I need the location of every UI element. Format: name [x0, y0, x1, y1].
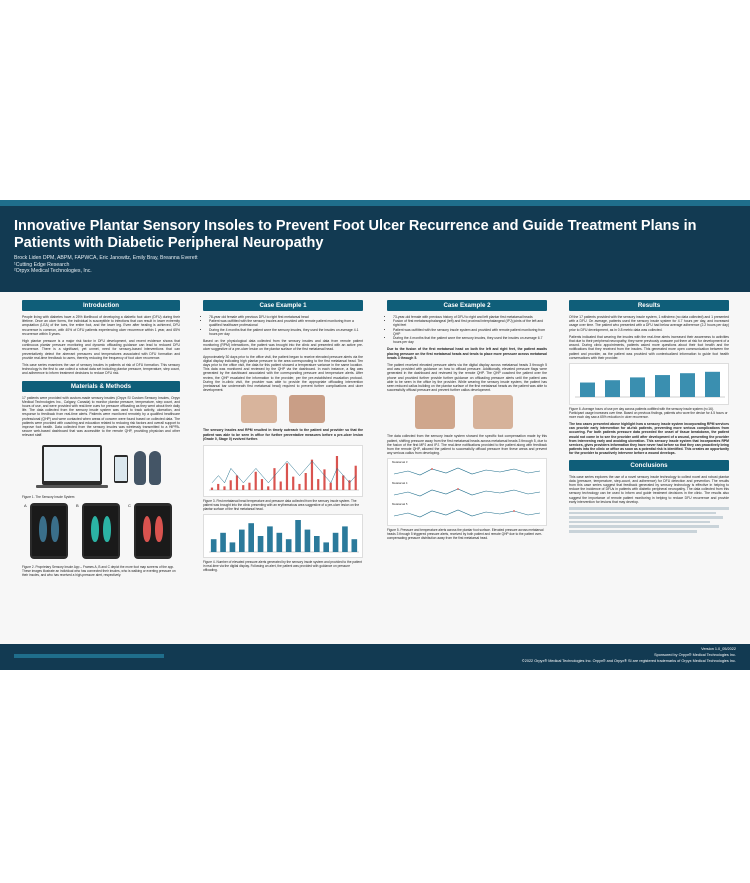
foot-map-right-b	[103, 516, 111, 542]
fig3-pressure-bar	[355, 466, 357, 490]
fig3-pressure-bar	[211, 488, 213, 490]
case2-bullets	[387, 315, 547, 344]
fig4-alert-bar	[220, 533, 226, 552]
frame-label-b: B	[76, 502, 79, 508]
fig1-caption: Figure 1. The Sensory Insole System	[22, 494, 75, 499]
mt5-line	[394, 510, 540, 517]
fig4-alert-bar	[342, 526, 348, 552]
fig4-alert-bar	[314, 536, 320, 552]
foot-map-left-c	[143, 516, 151, 542]
frame-label-c: C	[128, 502, 131, 508]
footer-copyright: ©2022 Orpyx® Medical Technologies Inc. Orpyx® and Orpyx® SI are registered trademarks of Orpyx Medical Technologies Inc.	[521, 659, 736, 663]
fig3-pressure-bar	[292, 477, 294, 490]
fig5-charts	[387, 458, 547, 526]
case1-p2: Approximately 30 days prior to the office visit, the patient began to receive elevated pressure alerts via the digital display indicating high plantar pressure to the area corresponding to the first metatarsal head. Ten days prior to the office visit, the data for this patient showed a temperature variance in the same location. This data was monitored and reviewed by the QHP via the dashboard. In each instance, a flag was generated by the dashboard associated with the corresponding pressure and temperature alerts. After review, the QHP escalated the information to the provider, per the pre-established escalation protocol. During the in-clinic visit, the provider was able to provide the appropriate offloading intervention (metatarsal bar underneath first metatarsal head) required to prevent further complications and ulcer development.	[203, 354, 363, 393]
foot-map-left-b	[91, 516, 99, 542]
fig3-svg	[204, 446, 362, 494]
poster	[0, 200, 750, 670]
ref-line	[569, 512, 716, 515]
fig3-pressure-bar	[248, 483, 250, 490]
case2-text	[387, 347, 547, 392]
fig3-pressure-bar	[305, 473, 307, 490]
case2-heading: Case Example 2	[387, 300, 547, 311]
fig4-chart	[203, 514, 363, 558]
phone-screen	[115, 457, 127, 481]
intro-heading: Introduction	[22, 300, 180, 311]
column-1	[22, 300, 180, 580]
fig4-alert-bar	[286, 539, 292, 552]
fig4-alert-bar	[333, 533, 339, 552]
case2-foot-photos	[387, 395, 547, 431]
fig3-temperature-line	[212, 461, 356, 483]
chart-title-mt3: Metatarsal 3	[392, 460, 408, 465]
fig2-caption: Figure 2. Proprietary Sensory Insole App – Frames A, B and C depict the more foot map screens of the app. These images illustrate an individual who has connected their insoles, who is walking or exerting pressure on their insoles, and who has received a high-pressure alert, respectively.	[22, 564, 176, 577]
app-screen-a	[32, 506, 66, 556]
fig6-caption: Figure 6. Average hours of use per day across patients outfitted with the sensory insole system (n=16). Participant usage increases over time. Based on previous findings, patients who wore the device for 4.5 hours or more each day saw a 65% reduction in ulcer recurrence.	[569, 407, 728, 420]
foot-map-right-a	[51, 516, 59, 542]
fig4-alert-bar	[305, 530, 311, 552]
fig3-pressure-bar	[342, 475, 344, 490]
fig4-alert-bar	[211, 539, 217, 552]
chart-title-mt5: Metatarsal 5	[392, 502, 408, 507]
fig3-pressure-bar	[255, 472, 257, 490]
insole-right	[149, 451, 161, 485]
fig6-usage-bar	[605, 380, 620, 397]
fig4-alert-bar	[239, 530, 245, 552]
footer-accent	[14, 654, 164, 658]
phone-device	[114, 455, 128, 483]
laptop-device	[42, 445, 102, 485]
methods-heading: Materials & Methods	[22, 381, 180, 392]
case2-p3: The data collected from the sensory insole system showed the specific foot compensation made by this patient, shifting pressure away from the first metatarsal heads across metatarsal heads 3 through 5, due to the fusion of the first MPJ and IPJ. The real-time notifications provided to the patient along with feedback from the remote QHP, allowed the patient to successfully offload pressure from these areas and prevent any serious callus from developing.	[387, 434, 547, 456]
column-3	[387, 300, 547, 543]
fig6-usage-bar	[655, 375, 670, 397]
fig3-pressure-bar	[261, 479, 263, 490]
fig3-pressure-bar	[336, 456, 338, 490]
app-frame-b	[76, 502, 120, 559]
fig3-pressure-bar	[273, 468, 275, 490]
intro-text	[22, 315, 180, 376]
author-block	[14, 255, 198, 275]
fig6-usage-bar	[680, 373, 695, 397]
footer-version: Version 1.0_05/2022	[701, 647, 736, 651]
alert-dot	[457, 489, 459, 491]
fig3-pressure-bar	[317, 479, 319, 490]
fig3-pressure-bar	[217, 484, 219, 490]
fig3-pressure-bar	[311, 460, 313, 490]
case1-bullets	[203, 315, 363, 336]
conclusions-heading: Conclusions	[569, 460, 729, 471]
fig4-alert-bar	[248, 523, 254, 552]
dashboard-screen	[44, 447, 100, 481]
fig3-pressure-bar	[267, 486, 269, 490]
affiliation-2: ²Orpyx Medical Technologies, Inc.	[14, 268, 92, 274]
alert-dot	[431, 469, 433, 471]
fig3-chart	[203, 445, 363, 497]
case1-foot-photos	[203, 395, 363, 425]
column-4	[569, 300, 729, 535]
fig4-alert-bar	[230, 542, 236, 552]
foot-photo-1	[241, 395, 277, 423]
ref-line	[569, 507, 729, 510]
intro-p1: People living with diabetes have a 25% likelihood of developing a diabetic foot ulcer (DFU) during their lifetime. Once an ulcer forms, the individual is susceptible to infections that can result in lower extremity amputation (LEA) of the toes, the entire foot, and the lower leg. Even after healing is achieved, DFU recurrence is common, with 40% of DFU patients experiencing ulcer recurrence within 1 year, and 65% recurrence within 5 years.	[22, 315, 180, 336]
fig3-pressure-bar	[242, 485, 244, 490]
results-highlight: The two cases presented above highlight how a sensory insole system incorporating RPM services can provide early intervention for at-risk patients, preventing more serious complications from occurring. For both patients pressure data preceded the onset of tissue breakdown, the patient would not come in to see the provider until after development of a wound, presenting the provider from intervening early and avoiding ulceration. This sensory insole system that incorporates RPM services, gives providers information they have never had before so that they can proactively bring patients into the clinic or office as soon as a potential risk is identified. This creates an opportunity for the provider to proactively intervene before a wound develops.	[569, 422, 729, 456]
foot-photo-3	[415, 395, 455, 429]
fig4-alert-bar	[277, 533, 283, 552]
insole-left	[134, 451, 146, 485]
ref-line	[569, 516, 723, 519]
fig4-alert-bar	[352, 539, 358, 552]
case1-highlight: The sensory insoles and RPM resulted in timely outreach to the patient and provider so that the patient was able to be seen in office for further preventative measures before a pre-ulcer lesion (Grade 0, Stage 0) evolved further.	[203, 428, 363, 441]
ref-line	[569, 530, 697, 533]
alert-dot	[513, 511, 515, 513]
app-screen-c	[136, 506, 170, 556]
fig6-usage-bar	[705, 372, 720, 397]
ref-line	[569, 525, 719, 528]
fig6-usage-bar	[580, 383, 595, 397]
chart-title-mt4: Metatarsal 4	[392, 481, 408, 486]
footer-sponsor: Sponsored by Orpyx® Medical Technologies Inc.	[654, 653, 736, 657]
conclusions-text	[569, 475, 729, 504]
fig4-alert-bar	[295, 520, 301, 552]
case2-bullet-1: • 73-year-old female with previous history of DFU to right and left plantar first metatarsal heads	[393, 315, 547, 319]
column-2	[203, 300, 363, 575]
intro-p3: This case series examines the use of sensory insoles in patients at risk of DFU formation. This sensory technology is the first to use collect a robust data set including plantar pressure, temperature, step count, and adherence to inform treatment decisions to reduce DFU risk.	[22, 363, 180, 376]
fig4-caption: Figure 4. Number of elevated pressure alerts generated by the sensory insole system and provided to the patient in real-time via the digital display. Following an alert, the patient was provided with guidance on pressure offloading.	[203, 560, 362, 573]
fig3-pressure-bar	[236, 475, 238, 490]
fig5-caption: Figure 5. Pressure and temperature alerts across the plantar foot surface. Elevated pressure across metatarsal heads 3 through 5 triggered pressure alerts, received by both patient and remote QHP due to the patient over-compensating pressure distribution away from the first metatarsal head.	[387, 528, 544, 541]
app-frame-c	[128, 502, 172, 559]
case1-bullet-2: • Patient was outfitted with the sensory insoles and provided with remote patient monitoring from a qualified healthcare professional	[209, 319, 363, 327]
case2-bullet-4: • During the 4 months that the patient wore the sensory insoles, they used the insoles on average 6.7 hours per day	[393, 336, 547, 344]
fig6-usage-bar	[630, 377, 645, 397]
case2-p1: Due to the fusion of the first metatarsal head on both the left and right feet, the patient awaits placing pressure on the first metatarsal heads and tends to place more pressure across metatarsal heads 3 through 5.	[387, 347, 547, 360]
app-frame-a	[24, 502, 68, 559]
fig1-devices	[22, 441, 180, 493]
fig6-chart	[569, 363, 729, 405]
affiliation-1: ¹Cutting Edge Research	[14, 261, 70, 268]
fig3-pressure-bar	[223, 486, 225, 490]
foot-photo-2	[289, 395, 325, 423]
case2-bullet-3: • Patient was outfitted with the sensory insole system and provided with remote patient monitoring from QHP	[393, 328, 547, 336]
case1-bullet-3: • During the 4 months that the patient wore the sensory insoles, they used the insoles on average 4.1 hours per day	[209, 328, 363, 336]
mt3-line	[394, 468, 540, 475]
results-p1: Of the 17 patients provided with the sensory insole system, 1 withdrew (no data collected) and 1 presented with a DFU. On average, patients used the sensory insole system for 4.7 hours per day, and increased usage over time. The patient who presented with a DFU had below average adherence (2.2 hours per day) prior to DFU development, as in 0.8 metric data was collected.	[569, 315, 730, 332]
results-text	[569, 315, 729, 360]
results-heading: Results	[569, 300, 729, 311]
intro-p2: High plantar pressure is a major risk factor in DFU development, and recent evidence shows that continuous plantar pressure monitoring and dynamic offloading guidance can lead to reduced DFU recurrence. There is a significant, yet unmet, need for sensory-based interventions that can preventatively detect the aberrant pressures and temperatures associated with DFU formation and provide real-time feedback to users, thereby reducing the frequency of foot ulcer recurrence.	[22, 339, 180, 360]
laptop-base	[36, 485, 108, 488]
fig4-alert-bar	[323, 542, 329, 552]
fig6-svg	[570, 364, 728, 402]
methods-p1: 17 patients were provided with custom-made sensory insoles (Orpyx SI Custom Sensory Insoles, Orpyx Medical Technologies Inc., Calgary, Canada) to monitor plantar pressure, temperature, step count, and hours of use, and were provided with real-time cues for pressure offloading as they went about their daily life. The data collected from the sensory insole system was used to track activity, ulceration, and response to feedback from real-time alerts. Patients were monitored remotely by a qualified healthcare professional (QHP) and were contacted when areas of concern were found based on collected data. The patients were provided with coaching and education related to reducing risk factors and overall support to improve foot health. Data collected from the sensory insoles was wirelessly transmitted to a HIPPA-secure web-based dashboard that was accessible to the remote QHP, providing physician and other relevant staff.	[22, 395, 180, 438]
mt4-line	[394, 489, 540, 496]
case1-bullet-1: • 78-year old female with previous DFU to right first metatarsal head	[209, 315, 363, 319]
case1-heading: Case Example 1	[203, 300, 363, 311]
fig3-pressure-bar	[286, 463, 288, 490]
fig3-pressure-bar	[280, 482, 282, 491]
fig4-alert-bar	[258, 536, 264, 552]
poster-footer	[0, 644, 750, 670]
fig3-pressure-bar	[323, 469, 325, 490]
fig4-svg	[204, 515, 362, 555]
case2-text-2	[387, 434, 547, 455]
frame-label-a: A	[24, 502, 27, 508]
methods-text	[22, 396, 180, 438]
foot-map-right-c	[155, 516, 163, 542]
fig4-alert-bar	[267, 526, 273, 552]
conclusions-p1: This case series explores the use of a novel sensory insole technology to collect novel and robust plantar data (pressure, temperature, step-count, and adherence) for DFU detection and prevention. The results from this case series suggest that feedback generated by sensory technology is effective in helping to reduce the incidence of DFUs in patients with diabetic peripheral neuropathy. The data collected from this sensory technology can be used to inform and guide treatment decisions in the clinic. The results also suggest the importance of remote patient monitoring in helping to reduce DFU recurrence and provide early intervention for lesions that may develop.	[569, 474, 729, 504]
case1-p1: Based on the physiological data collected from the sensory insoles and data from remote patient monitoring (RPM) interactions, the patient was brought into the clinic and presented with an active pre-ulcer suggestive of a pre-ulcer lesion on the plantar surface of the first metatarsal head.	[203, 339, 363, 352]
foot-photo-4	[473, 395, 513, 429]
case2-p2: The patient received elevated pressure alerts via the digital display across metatarsal heads 3 through 5 and was provided with guidance on how to offload pressure. Additionally, elevated pressure flags were generated in the dashboard and reviewed by the remote QHP. The QHP coached the patient over the phone and provided further provide further guidance on offloading pressure alerts until the patient was able to be seen in the office by the provider. While wearing the sensory insole system, the patient has seen reduced callus building on the plantar surface of the first metatarsal heads as the patient was able to successfully offload pressure and prevent further callus development.	[387, 363, 547, 393]
header-stripe	[0, 200, 750, 206]
fig3-pressure-bar	[298, 484, 300, 490]
foot-map-left-a	[39, 516, 47, 542]
case1-text	[203, 339, 363, 392]
fig3-caption: Figure 3. First metatarsal head temperature and pressure data collected from the sensory insole system. The patient was brought into the clinic presenting with an erythematous area suggestive of a pre-ulcer lesion on the plantar surface of the first metatarsal head.	[203, 499, 360, 512]
authors: Brock Liden DPM, ABPM, FAPWCA, Eric Janowitz, Emily Bray, Breanna Everett	[14, 255, 198, 261]
fig3-pressure-bar	[230, 480, 232, 490]
poster-title: Innovative Plantar Sensory Insoles to Prevent Foot Ulcer Recurrence and Guide Treatment Plans in Patients with Diabetic Peripheral Neuropathy	[14, 218, 697, 251]
ref-line	[569, 521, 710, 524]
poster-header	[0, 200, 750, 292]
fig2-app-frames	[22, 503, 180, 563]
results-p2: Patients indicated that wearing the insoles with the real-time alerts increased their awareness to activities that due to their peripheral neuropathy, they were previously unaware put them at risk for development of a wound. During clinic appointments, patients asked more questions about their foot health and the notifications that they received from the insoles. This generated more open communication between the patient and provider, as the patient was provided with contextualized information to guide foot health conversations with their provider.	[569, 334, 729, 360]
fig5-svg	[388, 459, 546, 525]
fig3-pressure-bar	[330, 483, 332, 490]
case2-bullet-2: • Fusion of first metatarsophalangeal (left) and first proximal interphalangeal (IPJ) joints of the left and right feet	[393, 319, 547, 327]
references	[569, 507, 729, 533]
app-screen-b	[84, 506, 118, 556]
